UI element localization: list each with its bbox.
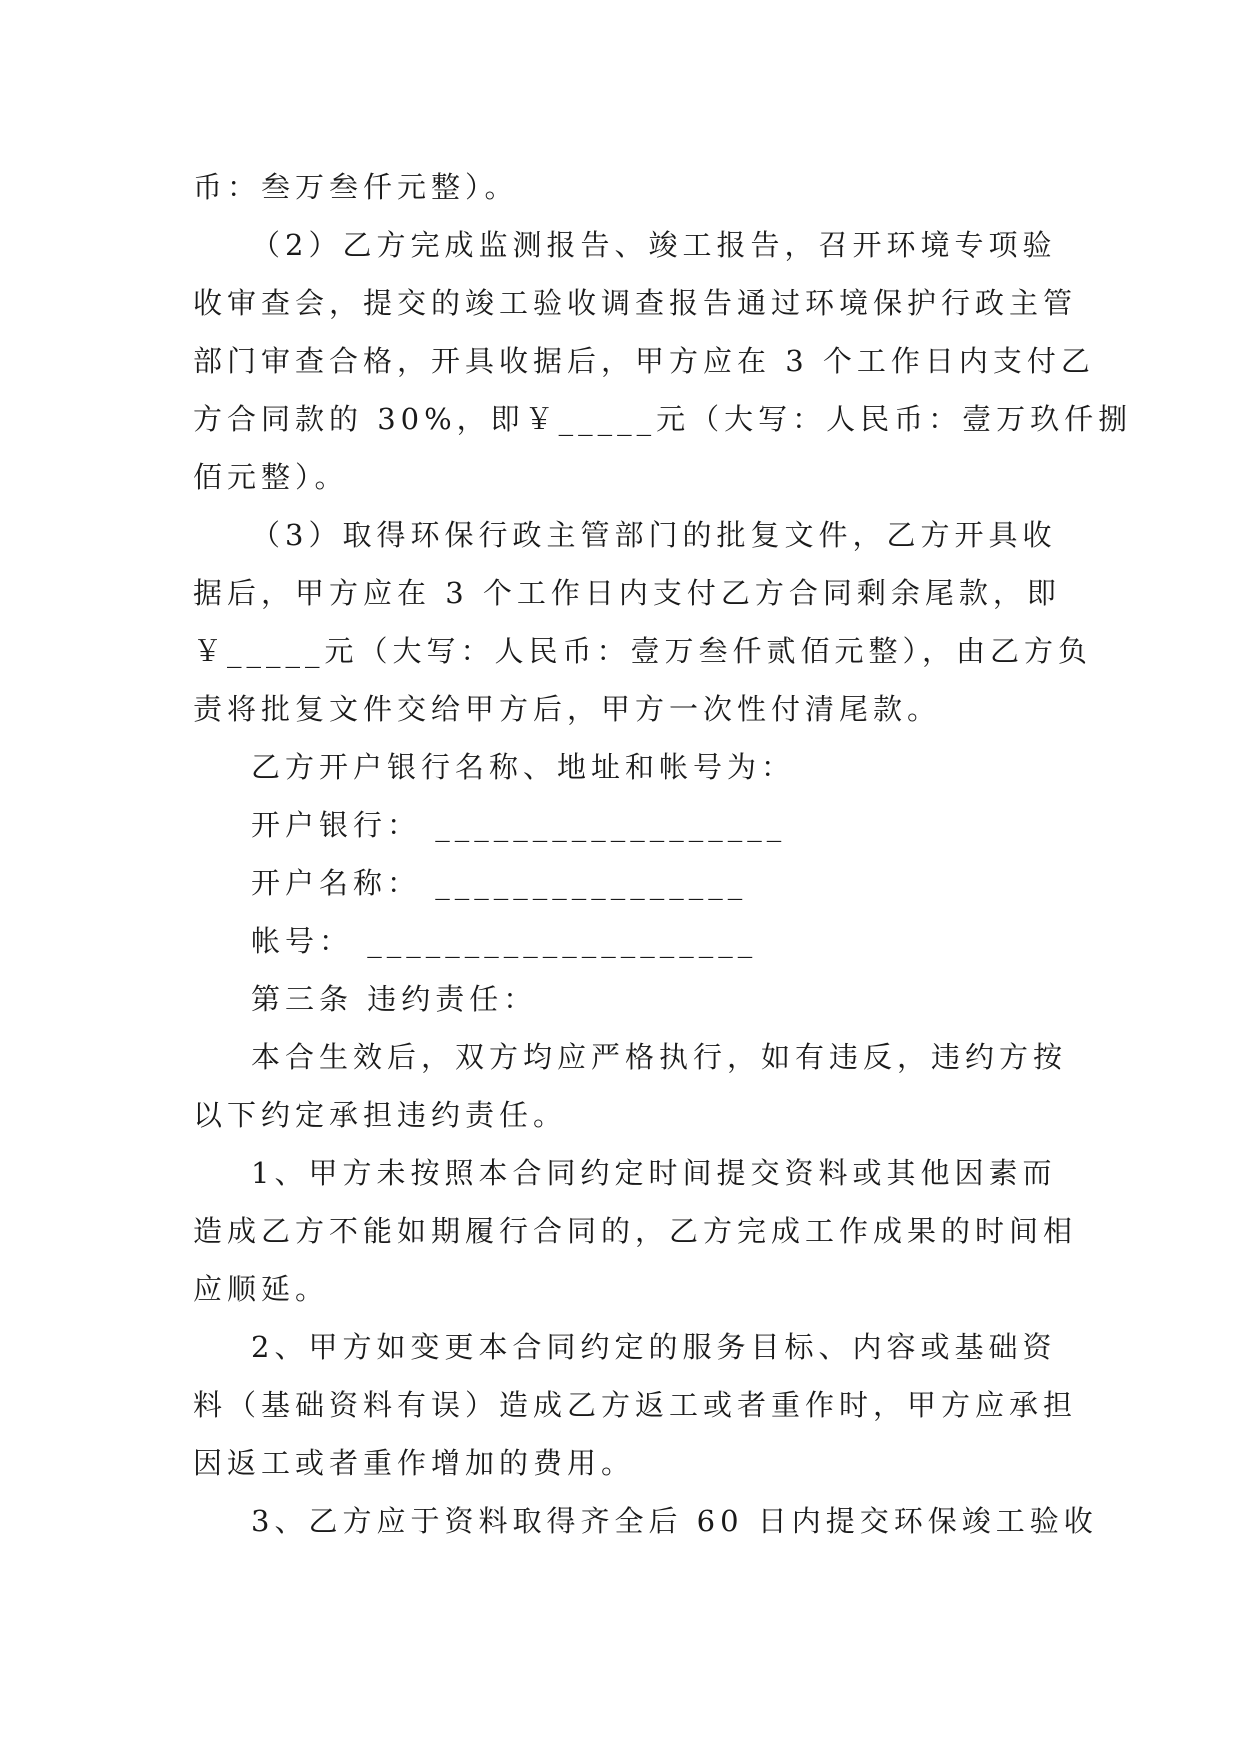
text-line: 据后，甲方应在 3 个工作日内支付乙方合同剩余尾款，即	[193, 576, 1061, 610]
text-line: （3）取得环保行政主管部门的批复文件，乙方开具收	[251, 518, 1057, 552]
text-line: 2、甲方如变更本合同约定的服务目标、内容或基础资	[251, 1330, 1057, 1364]
text-line: 因返工或者重作增加的费用。	[193, 1446, 636, 1480]
text-line: 部门审查合格，开具收据后，甲方应在 3 个工作日内支付乙	[193, 344, 1095, 378]
text-line: （2）乙方完成监测报告、竣工报告，召开环境专项验	[251, 228, 1057, 262]
text-line: 乙方开户银行名称、地址和帐号为：	[251, 750, 796, 784]
bank-name-field: 开户银行： __________________	[251, 808, 787, 842]
text-line: 1、甲方未按照本合同约定时间提交资料或其他因素而	[251, 1156, 1057, 1190]
section-heading: 第三条 违约责任：	[251, 982, 538, 1016]
account-number-field: 帐号： ____________________	[251, 924, 758, 958]
text-line: 以下约定承担违约责任。	[193, 1098, 568, 1132]
text-line: 佰元整）。	[193, 460, 349, 494]
text-line: 料（基础资料有误）造成乙方返工或者重作时，甲方应承担	[193, 1388, 1078, 1422]
text-line: 方合同款的 30%，即￥_____元（大写：人民币：壹万玖仟捌	[193, 402, 1133, 436]
text-line: 本合生效后，双方均应严格执行，如有违反，违约方按	[251, 1040, 1068, 1074]
text-line: ￥_____元（大写：人民币：壹万叁仟贰佰元整），由乙方负	[193, 634, 1093, 668]
account-name-field: 开户名称： ________________	[251, 866, 748, 900]
text-line: 造成乙方不能如期履行合同的，乙方完成工作成果的时间相	[193, 1214, 1078, 1248]
text-line: 应顺延。	[193, 1272, 330, 1306]
text-line: 收审查会，提交的竣工验收调查报告通过环境保护行政主管	[193, 286, 1078, 320]
text-line: 币：叁万叁仟元整）。	[193, 170, 519, 204]
text-line: 责将批复文件交给甲方后，甲方一次性付清尾款。	[193, 692, 942, 726]
text-line: 3、乙方应于资料取得齐全后 60 日内提交环保竣工验收	[251, 1504, 1098, 1538]
